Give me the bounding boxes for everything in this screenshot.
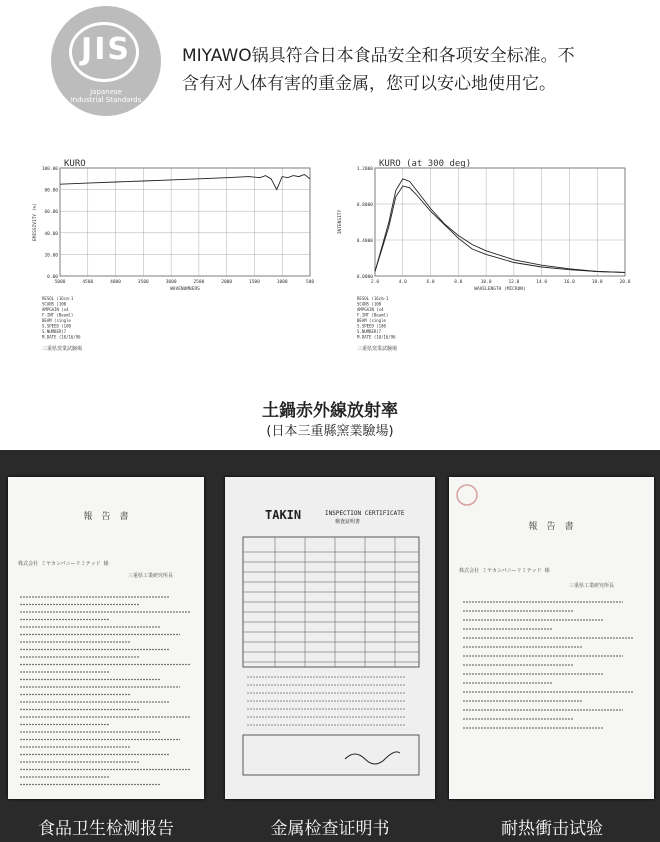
intro-text xyxy=(182,42,622,98)
caption-subtitle: (日本三重縣窯業驗場) xyxy=(266,424,394,439)
label-metal-inspection: 金属检查证明书 xyxy=(270,819,390,839)
x-tick-label: 4.0 xyxy=(398,280,407,285)
y-tick-label: 0.4000 xyxy=(356,239,373,244)
doc2-signature xyxy=(345,752,400,764)
doc2-table-lines xyxy=(243,537,419,725)
x-tick-label: 2000 xyxy=(221,280,233,285)
y-tick-label: 40.00 xyxy=(44,231,58,237)
emissivity-chart-svg xyxy=(30,158,320,363)
metal-inspection-certificate xyxy=(225,477,435,799)
meta-line: BEAM (single xyxy=(42,318,71,323)
meta-line: AMPGAIN (x4 xyxy=(42,307,69,312)
metal-inspection-certificate-image xyxy=(225,477,435,799)
y-tick-label: 60.00 xyxy=(44,210,58,216)
x-tick-label: 4500 xyxy=(82,280,94,285)
meta-line: SCANS (100 xyxy=(42,301,67,307)
doc3-heading: 報 告 書 xyxy=(528,522,574,532)
doc2-company: TAKIN xyxy=(265,508,302,522)
meta-line: RESOL (16cm-1 xyxy=(357,296,389,301)
chart-title: KURO (at 300 deg) xyxy=(379,159,472,169)
food-hygiene-report-image xyxy=(8,477,204,799)
x-tick-label: 8.0 xyxy=(454,280,463,285)
meta-line: S.SPEED (100 xyxy=(357,323,386,329)
doc1-heading: 報 告 書 xyxy=(83,512,129,522)
meta-line: SCANS (100 xyxy=(357,301,382,307)
meta-line: BEAM (single xyxy=(357,318,386,323)
intensity-chart xyxy=(335,158,635,363)
x-tick-label: 2500 xyxy=(193,280,205,285)
doc3-text-lines xyxy=(463,602,633,728)
x-tick-label: 10.0 xyxy=(480,280,492,285)
intro-line2: 含有对人体有害的重金属，您可以安心地使用它。 xyxy=(182,74,556,94)
emissivity-chart xyxy=(30,158,320,363)
x-tick-label: 3000 xyxy=(165,280,177,285)
meta-line: S.SPEED (100 xyxy=(42,323,71,329)
x-tick-label: 12.0 xyxy=(508,280,520,285)
meta-line: F.INT (Beaml) xyxy=(42,312,74,318)
intro-line1: MIYAWO锅具符合日本食品安全和各项安全标准。不 xyxy=(182,46,575,66)
y-tick-label: 80.00 xyxy=(44,188,58,194)
jis-subtitle-line1: Japanese xyxy=(90,88,122,96)
jis-subtitle xyxy=(51,88,161,104)
plot-frame xyxy=(60,168,310,276)
doc1-company: 株式会社 ミヤカンパニーリミテッド 様 xyxy=(18,561,109,567)
doc1-text-lines xyxy=(20,597,190,785)
doc3-company: 株式会社 ミヤカンパニーリミテッド 様 xyxy=(459,568,550,574)
x-tick-label: 500 xyxy=(305,280,315,285)
heat-shock-test-report-image xyxy=(449,477,654,799)
y-tick-label: 1.2000 xyxy=(356,167,373,172)
x-tick-label: 14.0 xyxy=(536,280,548,285)
x-axis-label: WAVENUMBERS xyxy=(170,287,200,292)
label-heat-shock: 耐热衝击试验 xyxy=(501,819,603,839)
plot-frame xyxy=(375,168,625,276)
y-axis-label: EMISSIVITY (%) xyxy=(33,203,38,241)
x-axis-label: WAVELENGTH (MICRON) xyxy=(474,287,526,292)
doc1-issuer: 三重県工業研究所長 xyxy=(128,573,174,579)
chart-footer: 三重県窯業試験場 xyxy=(42,346,83,352)
meta-line: AMPGAIN (x4 xyxy=(357,307,384,312)
y-tick-label: 20.00 xyxy=(44,253,58,259)
x-tick-label: 20.0 xyxy=(619,280,631,285)
meta-line: RESOL (16cm-1 xyxy=(42,296,74,301)
x-tick-label: 6.0 xyxy=(426,280,435,285)
y-tick-label: 0.00 xyxy=(47,275,58,280)
meta-line: S.NUMBER(7 xyxy=(42,329,67,334)
jis-logo xyxy=(51,6,161,116)
x-tick-label: 1000 xyxy=(276,280,288,285)
x-tick-label: 1500 xyxy=(249,280,260,285)
x-tick-label: 16.0 xyxy=(564,280,575,285)
y-tick-label: 100.00 xyxy=(41,167,58,172)
doc2-issuer: 検査証明書 xyxy=(335,519,361,525)
intensity-chart-svg xyxy=(335,158,635,363)
series-line-1 xyxy=(60,175,310,190)
caption-title: 土鍋赤外線放射率 xyxy=(262,401,398,421)
jis-letters: JIS xyxy=(81,32,131,67)
doc3-stamp-icon xyxy=(457,485,477,505)
doc2-heading: INSPECTION CERTIFICATE xyxy=(325,510,405,517)
series-line-2 xyxy=(375,186,625,272)
x-tick-label: 4000 xyxy=(110,280,121,285)
heat-shock-test-report xyxy=(449,477,654,799)
chart-title: KURO xyxy=(64,159,86,169)
meta-line: M.DATE (10/16/96 xyxy=(42,334,81,340)
meta-line: M.DATE (10/16/96 xyxy=(357,334,396,340)
x-tick-label: 18.0 xyxy=(591,280,603,285)
x-tick-label: 5000 xyxy=(54,280,66,285)
x-tick-label: 2.0 xyxy=(370,280,380,285)
food-hygiene-report xyxy=(8,477,204,799)
x-tick-label: 3500 xyxy=(137,280,149,285)
y-tick-label: 0.8000 xyxy=(356,203,373,208)
doc3-issuer: 三重県工業研究所長 xyxy=(569,583,615,589)
doc2-signature-box xyxy=(243,735,419,775)
y-axis-label: INTENSITY xyxy=(338,209,343,235)
meta-line: S.NUMBER(7 xyxy=(357,329,382,334)
jis-subtitle-line2: Industrial Standards xyxy=(70,96,142,104)
label-food-hygiene: 食品卫生检测报告 xyxy=(38,819,174,839)
meta-line: F.INT (Beaml) xyxy=(357,312,389,318)
chart-footer: 三重県窯業試験場 xyxy=(357,346,398,352)
y-tick-label: 0.0000 xyxy=(356,275,373,280)
